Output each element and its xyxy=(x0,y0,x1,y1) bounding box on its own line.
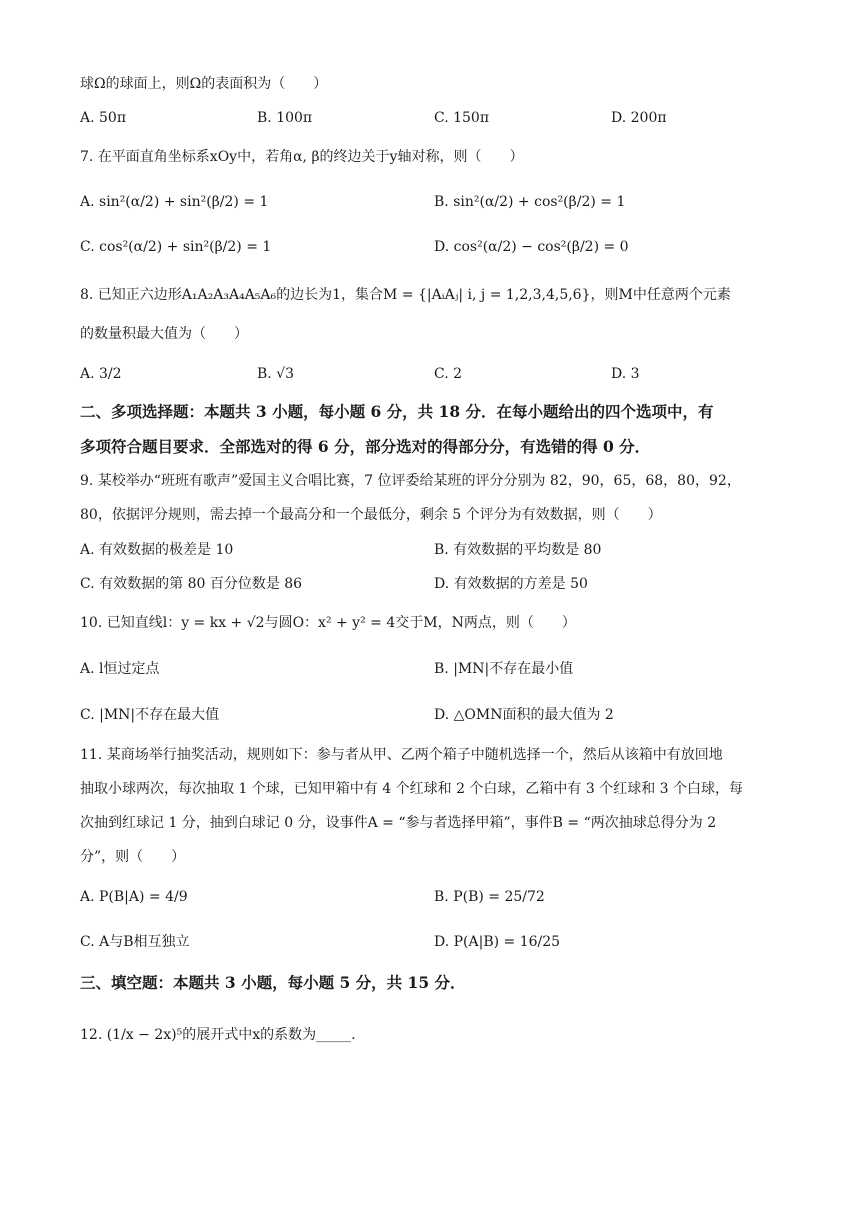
q10-option-a: A. l恒过定点 xyxy=(80,661,160,677)
q11-option-c: C. A与B相互独立 xyxy=(80,934,190,950)
q6-option-a: A. 50π xyxy=(80,110,127,126)
q8-option-a: A. 3/2 xyxy=(80,366,122,382)
q6-option-b: B. 100π xyxy=(257,110,313,126)
q11-option-a: A. P(B|A) = 4/9 xyxy=(80,889,188,905)
q10-stem: 10. 已知直线l：y = kx + √2与圆O：x² + y² = 4交于M，N两点，则（ ） xyxy=(80,615,576,631)
section3-heading: 三、填空题：本题共 3 小题，每小题 5 分，共 15 分． xyxy=(80,973,466,992)
q7-option-b: B. sin²(α/2) + cos²(β/2) = 1 xyxy=(434,194,626,210)
q11-option-b: B. P(B) = 25/72 xyxy=(434,889,545,905)
q8-option-b: B. √3 xyxy=(257,366,295,382)
q10-option-d: D. △OMN面积的最大值为 2 xyxy=(434,707,614,723)
q7-option-a: A. sin²(α/2) + sin²(β/2) = 1 xyxy=(80,194,269,210)
q6-option-d: D. 200π xyxy=(611,110,667,126)
q6-option-c: C. 150π xyxy=(434,110,490,126)
q10-option-c: C. |MN|不存在最大值 xyxy=(80,707,220,723)
q9-stem-line1: 9. 某校举办“班班有歌声”爱国主义合唱比赛，7 位评委给某班的评分分别为 82，90，65，68，80，92， xyxy=(80,473,741,489)
q9-stem-line2: 80，依据评分规则，需去掉一个最高分和一个最低分，剩余 5 个评分为有效数据，则（ ） xyxy=(80,507,662,523)
q9-option-a: A. 有效数据的极差是 10 xyxy=(80,542,234,558)
q7-stem: 7. 在平面直角坐标系xOy中，若角α, β的终边关于y轴对称，则（ ） xyxy=(80,149,524,165)
q8-stem-line1: 8. 已知正六边形A₁A₂A₃A₄A₅A₆的边长为1，集合M = {|AᵢAⱼ| i, j = 1,2,3,4,5,6}，则M中任意两个元素 xyxy=(80,287,731,303)
q7-option-c: C. cos²(α/2) + sin²(β/2) = 1 xyxy=(80,239,272,255)
q11-stem-line1: 11. 某商场举行抽奖活动，规则如下：参与者从甲、乙两个箱子中随机选择一个，然后从该箱中有放回地 xyxy=(80,747,723,763)
q11-stem-line4: 分”，则（ ） xyxy=(80,849,186,865)
q9-option-d: D. 有效数据的方差是 50 xyxy=(434,576,588,592)
q8-stem-line2: 的数量积最大值为（ ） xyxy=(80,326,248,342)
q11-stem-line2: 抽取小球两次，每次抽取 1 个球，已知甲箱中有 4 个红球和 2 个白球，乙箱中有 3 个红球和 3 个白球，每 xyxy=(80,781,744,797)
q9-option-c: C. 有效数据的第 80 百分位数是 86 xyxy=(80,576,303,592)
q8-option-c: C. 2 xyxy=(434,366,463,382)
section2-heading-line1: 二、多项选择题：本题共 3 小题，每小题 6 分，共 18 分．在每小题给出的四个选项中，有 xyxy=(80,402,714,421)
q11-option-d: D. P(A|B) = 16/25 xyxy=(434,934,561,950)
q7-option-d: D. cos²(α/2) − cos²(β/2) = 0 xyxy=(434,239,629,255)
section2-heading-line2: 多项符合题目要求．全部选对的得 6 分，部分选对的得部分分，有选错的得 0 分． xyxy=(80,437,651,456)
q8-option-d: D. 3 xyxy=(611,366,640,382)
q9-option-b: B. 有效数据的平均数是 80 xyxy=(434,542,602,558)
q11-stem-line3: 次抽到红球记 1 分，抽到白球记 0 分，设事件A = “参与者选择甲箱”，事件B = “两次抽球总得分为 2 xyxy=(80,815,717,831)
q10-option-b: B. |MN|不存在最小值 xyxy=(434,661,574,677)
q12-stem: 12. (1/x − 2x)⁵的展开式中x的系数为_____. xyxy=(80,1027,356,1043)
q6-continuation: 球Ω的球面上，则Ω的表面积为（ ） xyxy=(80,76,328,92)
